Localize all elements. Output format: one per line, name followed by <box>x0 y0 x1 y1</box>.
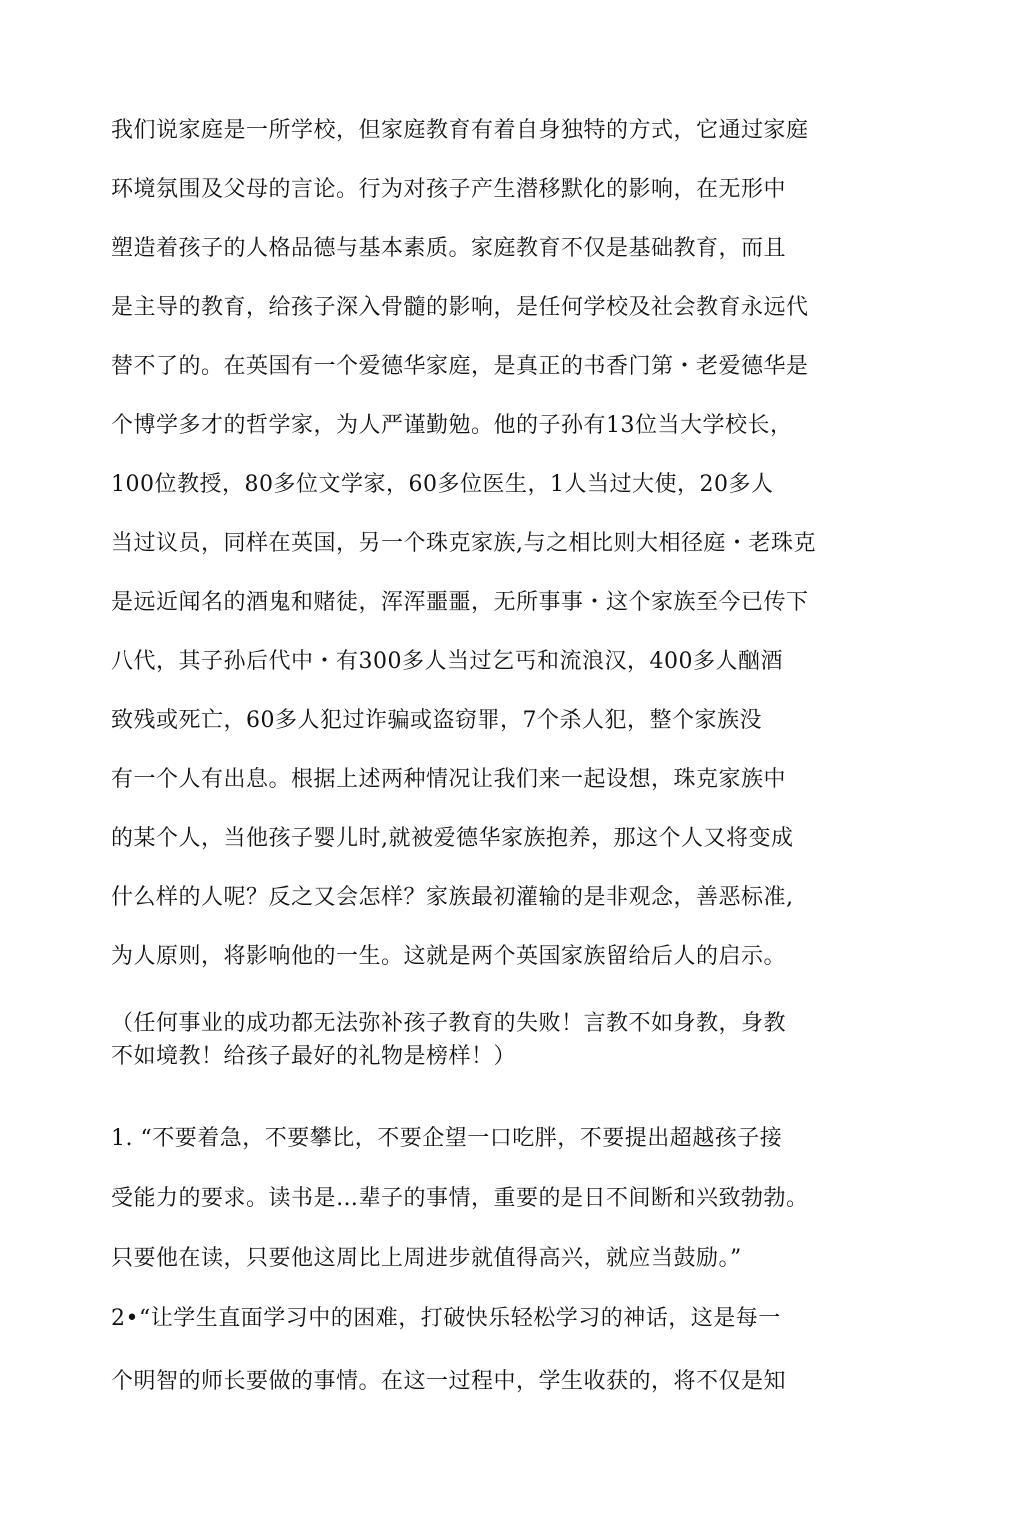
text-line: 塑造着孩子的人格品德与基本素质。家庭教育不仅是基础教育，而且 <box>111 236 787 261</box>
list-item-line: 只要他在读，只要他这周比上周进步就值得高兴，就应当鼓励。” <box>111 1246 742 1271</box>
list-item-line: 1. “不要着急，不要攀比，不要企望一口吃胖，不要提出超越孩子接 <box>111 1126 783 1151</box>
text-line: 100位教授，80多位文学家，60多位医生，1人当过大使，20多人 <box>111 472 774 497</box>
text-line: 个博学多才的哲学家，为人严谨勤勉。他的子孙有13位当大学校长， <box>111 413 793 438</box>
text-line: 为人原则，将影响他的一生。这就是两个英国家族留给后人的启示。 <box>111 944 787 969</box>
text-line: 有一个人有出息。根据上述两种情况让我们来一起设想，珠克家族中 <box>111 767 787 792</box>
text-line: 当过议员，同样在英国，另一个珠克家族,与之相比则大相径庭・老珠克 <box>111 531 816 556</box>
text-line: 八代，其子孙后代中・有300多人当过乞丐和流浪汉，400多人酗酒 <box>111 649 783 674</box>
text-line: 是远近闻名的酒鬼和赌徒，浑浑噩噩，无所事事・这个家族至今已传下 <box>111 590 809 615</box>
list-item-line: 2•“让学生直面学习中的困难，打破快乐轻松学习的神话，这是每一 <box>111 1306 781 1331</box>
text-line: 致残或死亡，60多人犯过诈骗或盗窃罪，7个杀人犯，整个家族没 <box>111 708 762 733</box>
text-line: 环境氛围及父母的言论。行为对孩子产生潜移默化的影响，在无形中 <box>111 177 787 202</box>
list-item-line: 个明智的师长要做的事情。在这一过程中，学生收获的，将不仅是知 <box>111 1369 787 1394</box>
text-line: 我们说家庭是一所学校，但家庭教育有着自身独特的方式，它通过家庭 <box>111 118 809 143</box>
text-line: 是主导的教育，给孩子深入骨髓的影响，是任何学校及社会教育永远代 <box>111 295 809 320</box>
list-item-line: 受能力的要求。读书是…辈子的事情，重要的是日不间断和兴致勃勃。 <box>111 1186 809 1211</box>
text-line: 替不了的。在英国有一个爱德华家庭，是真正的书香门第・老爱德华是 <box>111 354 809 379</box>
note-line: （任何事业的成功都无法弥补孩子教育的失败！言教不如身教，身教 <box>111 1011 787 1036</box>
note-line: 不如境教！给孩子最好的礼物是榜样！） <box>111 1044 517 1069</box>
text-line: 的某个人，当他孩子婴儿时,就被爱德华家族抱养，那这个人又将变成 <box>111 826 794 851</box>
text-line: 什么样的人呢？反之又会怎样？家族最初灌输的是非观念，善恶标准, <box>111 885 794 910</box>
